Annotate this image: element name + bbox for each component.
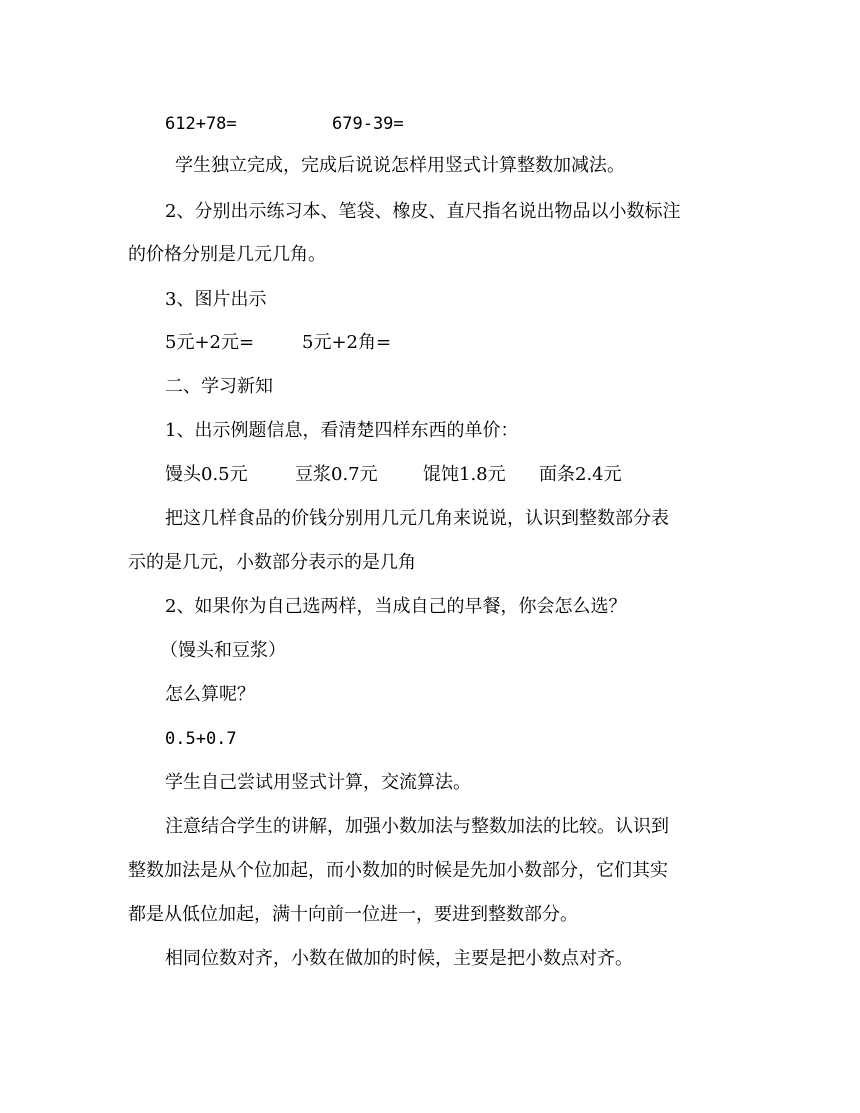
price-list bbox=[165, 463, 725, 487]
paragraph-compare-line-2: 整数加法是从个位加起，而小数加的时候是先加小数部分，它们其实 bbox=[128, 860, 668, 881]
paragraph-3: 3、图片出示 bbox=[165, 289, 267, 310]
paragraph-2-line-2: 的价格分别是几元几角。 bbox=[128, 244, 326, 265]
equation-679-39: 679-39= bbox=[332, 114, 404, 134]
price-mantou: 馒头0.5元 bbox=[165, 464, 248, 485]
price-miantiao: 面条2.4元 bbox=[539, 464, 622, 485]
paragraph-choice: （馒头和豆浆） bbox=[160, 640, 286, 661]
paragraph-price-explain-line-1: 把这几样食品的价钱分别用几元几角来说说，认识到整数部分表 bbox=[165, 508, 669, 529]
paragraph-price-explain-line-2: 示的是几元，小数部分表示的是几角 bbox=[128, 552, 416, 573]
paragraph-example: 1、出示例题信息，看清楚四样东西的单价： bbox=[165, 420, 519, 441]
paragraph-compare-line-3: 都是从低位加起，满十向前一位进一，要进到整数部分。 bbox=[128, 904, 578, 925]
paragraph-breakfast-question: 2、如果你为自己选两样，当成自己的早餐，你会怎么选？ bbox=[165, 596, 627, 617]
equation-5yuan-2jiao: 5元+2角= bbox=[302, 332, 392, 353]
paragraph-2-line-1: 2、分别出示练习本、笔袋、橡皮、直尺指名说出物品以小数标注 bbox=[165, 201, 681, 222]
paragraph-align-decimal: 相同位数对齐，小数在做加的时候，主要是把小数点对齐。 bbox=[165, 948, 633, 969]
price-huntun: 馄饨1.8元 bbox=[423, 464, 506, 485]
expression-0.5-plus-0.7: 0.5+0.7 bbox=[165, 729, 237, 749]
equation-line-1 bbox=[165, 112, 725, 136]
price-doujiang: 豆浆0.7元 bbox=[295, 464, 378, 485]
paragraph-independent-work: 学生独立完成，完成后说说怎样用竖式计算整数加减法。 bbox=[175, 155, 625, 176]
paragraph-how-to-calc: 怎么算呢？ bbox=[165, 684, 255, 705]
paragraph-student-try: 学生自己尝试用竖式计算，交流算法。 bbox=[165, 772, 471, 793]
section-heading: 二、学习新知 bbox=[165, 376, 273, 397]
equation-5yuan-2yuan: 5元+2元= bbox=[165, 332, 255, 353]
equation-line-2 bbox=[165, 331, 725, 355]
equation-612-78: 612+78= bbox=[165, 114, 237, 134]
paragraph-compare-line-1: 注意结合学生的讲解，加强小数加法与整数加法的比较。认识到 bbox=[165, 816, 669, 837]
